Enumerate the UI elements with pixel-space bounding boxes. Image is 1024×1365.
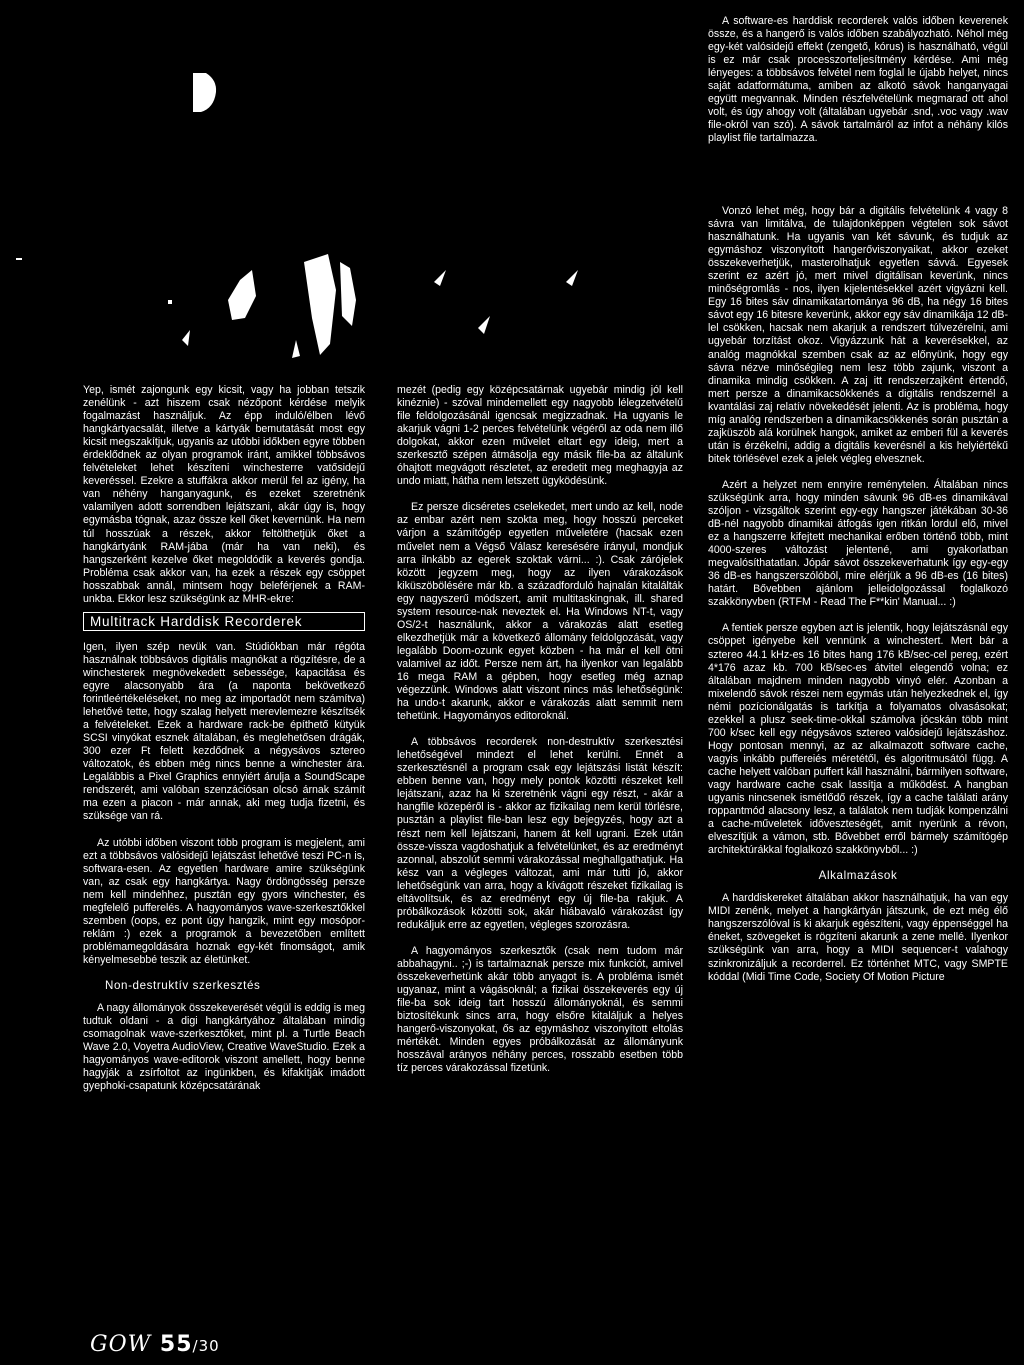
- article-column-2: [397, 384, 683, 1304]
- article-column-3: [708, 205, 1008, 1355]
- paragraph: A többsávos recorderek non-destruktív szerkesztési lehetőségével mindezt el lehet kerülni. Ennét a szerkesztésnél a program csak egy lejátszási listát készít: ebben benne van, hogy mely pontok közötti részeket kell lejátszani, azaz ha ki szeretnénk vágni egy részt, - akár a hangfile közepéről is - akkor az fizikailag nem kerül törlésre, pusztán a playlist file-ban lesz egy bejegyzés, hogy azt a részt nem kell lejátszani, hanem át kell ugrani. Ezek után össze-vissza vagdoshatjuk a felvételünket, és az eredményt azonnal, abszolút semmi várakozással meghallgathatjuk. Ha kész van a végleges változat, ami már tutti jó, akkor lehetőségünk van arra, hogy a kívágott részeket fizikailag is eltávolítsuk, és az eredményt egy új file-ba rakjuk. A próbálkozások közötti sok, akár hiábavaló várakozást így redukáljuk erre az egyetlen, végleges szorozásra.: [397, 736, 683, 931]
- swash-shape-4: [292, 340, 300, 358]
- article-column-3-top: [708, 15, 1008, 195]
- section-heading-non-destructive: Non-destruktív szerkesztés: [105, 978, 261, 992]
- intro-paragraph: Yep, ismét zajongunk egy kicsit, vagy ha jobban tetszik zenélünk - azt hiszem csak nézőpont kérdése melyik fogalmazást használjuk. Az épp induló/élben lévő hangkártyacsalát, illetve a kártyák bemutatását most egy kicsit megszakítjuk, ugyanis az utóbbi időkben egyre többen érdeklődnek az olyan programok iránt, amikkel többsávos felvételeket lehet készíteni winchesterre vatősidejű keveréssel. Ezekre a stuffákra akkor merül fel az igény, ha van néhény hanganyagunk, és ezeket szeretnénk valamilyen adott sorrendben lejátszani, akár úgy is, hogy egymásba tógnak, azaz össze kell őket kevernünk. Ha nem túl hosszúak a részek, akkor feltölthetjük őket a hangkártyánk RAM-jába (már ha van neki), és hangszerként kezelve őket megoldódik a keverés gondja. Probléma csak akkor van, ha ezek a részek egy csöppet hosszabbak annál, mintsem hogy beleférjenek a RAM-unkba. Ekkor lesz szükségünk az MHR-ekre:: [83, 384, 365, 605]
- section-heading-multitrack: Multitrack Harddisk Recorderek: [83, 612, 365, 631]
- issue-number: 55: [159, 1332, 193, 1357]
- paragraph: Az utóbbi időben viszont több program is megjelent, ami ezt a többsávos valósidejű lejátszást lehetővé teszi PC-n is, softwara-esen. Az egyetlen hardware amire szükségünk van, az csak egy hangkártya. Nagy ördöngösség persze nem kell mindehhez, pusztán egy gyors winchester, és megfelelő pufferelés. A hagyományos wave-szerkesztőkkel szemben (oops, ez pont úgy hangzik, mint egy mosópor-reklám :) ezek a programok a bevezetőben említett problémamegoldására hoznak egy-két finomságot, amik kényelmesebbé teszik az életünket.: [83, 836, 365, 966]
- title-artwork: [0, 0, 700, 380]
- swash-shape-1: [228, 270, 256, 320]
- article-column-1: [83, 384, 365, 1304]
- paragraph: mezét (pedig egy középcsatárnak ugyebár mindig jól kell kinéznie) - szóval mindemellett egy nagyobb lélegzetvételű file feldolgozásánál igencsak megizzadnak. Ha ugyanis le akarjuk vágni 1-2 perces felvételünk végéről az oda nem illő dolgokat, akkor ezen művelet eltart egy ideig, mert a szerkesztő szépen átmásolja egy másik file-ba az általunk óhajtott megvágott részletet, az eredetit meg meghagyja az undo miatt, hátha nem letszett ügyködésünk.: [397, 384, 683, 488]
- dot-mark: [168, 300, 172, 304]
- paragraph: A nagy állományok összekeverését végül is eddig is meg tudtuk oldani - a digi hangkártyához általában mindig csomagolnak wave-szerkesztőket, mint pl. a Turtle Beach Wave 2.0, Voyetra AudioView, Creative WaveStudio. Ezek a hagyományos wave-editorok viszont amellett, hogy benne hagyják a zsírfoltot az ingünkben, és kifakítják imádott gyephoki-csapatunk középcsatárának: [83, 1002, 365, 1093]
- paragraph: Vonzó lehet még, hogy bár a digitális felvételünk 4 vagy 8 sávra van limitálva, de tulajdonképpen végtelen sok sávot használhatunk. Ha ugyanis van két sávunk, és tudjuk az egymáshoz viszonyított hangerőviszonyaikat, akkor ezeket összekeverhetjük, masterolhatjuk egyetlen sávvá. Egyesek szerint ez azért jó, mert mivel digitálisan keverünk, nincs minőségromlás - nos, ilyen kijelentésekkel azért vigyázni kell. Egy 16 bites sáv dinamikatartománya 96 dB, ha négy 16 bites sávot egy 16 bitesre keverünk, akkor egy sáv dinamikája 12 dB-lel csökken, hacsak nem akarjuk a rendszert túlvezérelni, ami ugyebár torzítást okoz. Vigyázzunk hát a keverésekkel, az analóg magnókkal szemben csak az az előnyünk, hogy egy sávra nézve minőségileg nem lesz több zajunk, viszont a dinamika mindig csökken. A zaj itt rendszerzajként értendő, mert persze a dinamikacsökkenés a digitális rendszernél a kvantálási zaj relatív növekedését jelenti. Az is probléma, hogy míg analóg rendszerben a dinamikacsökkenés során pusztán a zajküszöb alá korülnek hangok, amiket az emberi fül a keverés után is érzékelni, addig a digitális keverésnél a kis helyiértékű bitek törlésével ezek a jelek végleg elvesznek.: [708, 205, 1008, 465]
- tick-mark-2: [566, 270, 578, 286]
- paragraph: Ez persze dicséretes cselekedet, mert undo az kell, node az embar azért nem szokta meg, hogy hosszú perceket várjon a számítógép egyetlen műveletére (hacsak ezen művelet nem a Végső Válasz keresésére irányul, mondjuk arra ilnkább az egerek szoktak várni... :). Csak zárójelek között jegyzem meg, hogy az ilyen várakozások kiküszöbölésére már kb. a századforduló hajnalán kitalálták egy nagyszerű módszert, amit multitaskingnak, ill. shared system resource-nak neveztek el. Ha Windows NT-t, vagy OS/2-t használunk, akkor a várakozás alatt esetleg elkezdhetjük már a következő állomány feldolgozását, vagy legalább Doom-ozunk egyet közben - ha már el kell ötni valamivel az időt. Persze nem árt, ha ilyenkor van legalább 16 mega RAM a gépben, hogy esetleg még aznap végezzünk. Windows alatt viszont nincs más lehetőségünk: ha undo-t akarunk, akkor e várakozás alatt semmit nem tehetünk. Hagyományos editoroknál.: [397, 501, 683, 723]
- page-number: /30: [192, 1337, 220, 1355]
- section-heading-alkalmazasok: Alkalmazások: [818, 869, 898, 883]
- paragraph: Igen, ilyen szép nevük van. Stúdiókban már régóta használnak többsávos digitális magnókat a rögzítésre, de a winchesterek megnövekedett sebessége, kapacitása és egyre alacsonyabb ára (a naponta bekövetkező forintleértékeléseket, no meg az importadót nem számítva) lehetővé tette, hogy szalag helyett merevlemezre készítsék a felvételeket. Ezek a hardware rack-be építhető kütyük SCSI vinyókat esznek általában, és meglehetősen drágák, 300 ezer Ft felett kezdődnek a négysávos sztereo változatok, és ebben még nincs benne a winchester ára. Legalábbis a Pixel Graphics ennyiért árulja a SoundScape rendszerét, ami valóban szenzációsan olcsó árnak számít ma ezen a piacon - már annak, aki meg tudja fizetni, és szüksége van rá.: [83, 640, 365, 823]
- swash-shape-3: [340, 262, 356, 326]
- paragraph: A hagyományos szerkesztők (csak nem tudom már abbahagyni.. ;-) is tartalmaznak persze mix funkciót, amivel összekeverhetünk akár több anyagot is. A probléma ismét ugyanaz, mint a vágásoknál; a fizikai összekeverés egy új file-ba sok ideig tart hosszú állományoknál, és semmi biztosítékunk sincs arra, hogy elsőre kitaláljuk a helyes hangerő-viszonyokat, ős az egymáshoz viszonyított eltolás mértékét. Minden egyes próbálkozását az állományunk hosszával arányos néhány perces, rosszabb esetben több tíz perces várakozással fizetünk.: [397, 944, 683, 1075]
- paragraph: Azért a helyzet nem ennyire reménytelen. Általában nincs szükségünk arra, hogy minden sávunk 96 dB-es dinamikával szóljon - vizsgáltok szerint egy-egy hangszer játékában 30-36 dB-nél nagyobb dinamikai átfogás igen ritkán lordul elő, mivel ez a hangszerre kifejtett mechanikai erőben történő több, mint 4000-szeres változást jelentené, ami gyakorlatban megvalósíthatatlan. Jópár sávot összekeverhatunk így egy-egy 36 dB-es hangszerszólóból, mire elérjük a 96 dB-es (16 bites) határt. Bővebben ajánlom jelleidolgozással foglalkozó szakkönyvben (RTFM - Read The F**kin' Manual... :): [708, 478, 1008, 609]
- swash-shape-2: [304, 254, 336, 355]
- tick-mark-1: [434, 270, 446, 286]
- tick-mark-3: [478, 316, 490, 334]
- paragraph: A harddiskereket általában akkor használhatjuk, ha van egy MIDI zenénk, melyet a hangkártyán játszunk, de ezt még élő hangszerszólóval is ki akarjuk egészíteni, vagy éppenséggel ha éneket, szövegeket is rögzíteni akarunk a zene mellé. Ilyenkor szükségünk van arra, hogy a MIDI sequencer-t valahogy szinkronizáljuk a recorderrel. Ez történhet MTC, vagy SMPTE kóddal (Midi Time Code, Society Of Motion Picture: [708, 892, 1008, 983]
- tick-mark-4: [182, 330, 190, 346]
- magazine-logo: GOW: [90, 1332, 152, 1357]
- page-footer: [90, 1332, 220, 1357]
- letter-d-shape: [193, 73, 216, 112]
- dash-mark: [16, 258, 22, 260]
- paragraph: A fentiek persze egyben azt is jelentik, hogy lejátszásnál egy csöppet igényebe kell vennünk a winchestert. Mert bár a sztereo 44.1 kHz-es 16 bites hang 176 kB/sec-cel pereg, ezért 4*176 azaz kb. 700 kB/sec-es átvitel elegendő volna; ez általában majdnem minden nagyobb vinyó elér. Azonban a mixelendő sávok részei nem egymás után helyezkednek el, így némi pozícionálgatás is tarkítja a folyamatos olvasásokat; ezekkel a plusz seek-time-okkal számolva jócskán több mint 700 k/sec kell egy négysávos sztereo valósidejű lejátszáshoz. Hogy pontosan mennyi, az az alkalmazott software cache, vagyis inkább puffereiés méretétől, és algoritmusától függ. A cache helyett valóban puffert káll használni, bármilyen software, vagy hardware cache csak lassítja a működést. A hangban ugyanis nincsenek ismétlődő részek, így a cache találati arány roppantmód alacsony lesz, a találatok nem tudják kompenzálni a cache-műveletek időveszteségét, amit nyerünk a révon, elveszítjük a vámon, stb. Bővebbet erről bármely számítógép architektúrákkal foglalkozó szakkönyvből... :): [708, 622, 1008, 857]
- paragraph: A software-es harddisk recorderek valós időben keverenek össze, és a hangerő is valós időben szabályozható. Néhol még egy-két valósidejű effekt (zengető, kórus) is használható, végül is ez már csak processzorteljesítmény kérdése. Ami még lényeges: a többsávos felvétel nem foglal le újabb helyet, nincs saját adatformátuma, amiben az alkotó sávok hanganyagai együtt megvannak. Minden részfelvételünk megmarad ott ahol volt, és úgy ahogy volt (általában ugyebár .snd, .voc vagy .wav file-okról van szó). A sávok tartalmáról az infot a néhány kilós playlist file tartalmazza.: [708, 15, 1008, 145]
